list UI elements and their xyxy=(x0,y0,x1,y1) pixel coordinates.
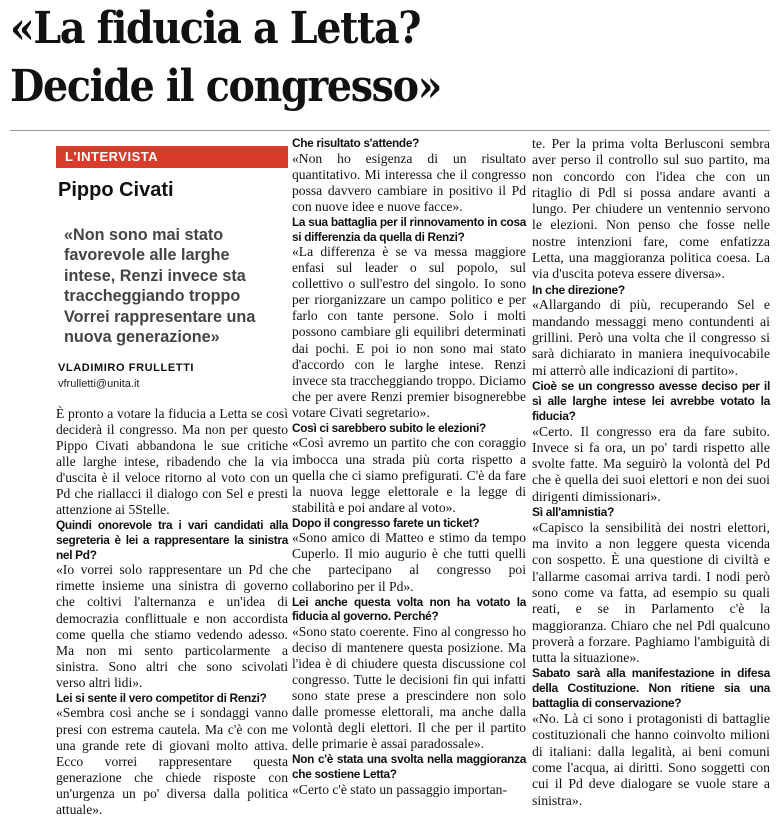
answer: «Così avremo un partito che con coraggio imbocca una strada più corta rispetto a quella che ci siamo prefigurati. C'è da fare la nuova legge elettorale e la legge di stabilità e poi andare al voto». xyxy=(292,435,526,515)
pull-quote: «Non sono mai stato favorevole alle larghe intese, Renzi invece sta traccheggiando troppo Vorrei rappresentare una nuova generazione» xyxy=(64,226,256,347)
interviewee-name: Pippo Civati xyxy=(58,179,174,201)
answer: «Sono stato coerente. Fino al congresso ho deciso di mantenere questa posizione. Ma l'idea è di chiudere questa discussione col congresso. Tutte le decisioni fin qui infatti sono state prese a prescindere non solo dalle promesse elettorali, ma anche dalla volontà degli elettori. Il che per il partito delle primarie è assai paradossale». xyxy=(292,623,526,752)
column-1-body xyxy=(56,406,288,818)
headline-line-2: Decide il congresso» xyxy=(10,61,442,112)
question: La sua battaglia per il rinnovamento in cosa si differenzia da quella di Renzi? xyxy=(292,214,526,244)
column-2 xyxy=(292,136,526,798)
question: Che risultato s'attende? xyxy=(292,136,420,150)
question: Dopo il congresso farete un ticket? xyxy=(292,515,480,530)
answer: «Certo c'è stato un passaggio importan- xyxy=(292,781,507,797)
question: Lei anche questa volta non ha votato la fiducia al governo. Perché? xyxy=(292,594,526,624)
question: In che direzione? xyxy=(532,282,625,297)
intro-paragraph: È pronto a votare la fiducia a Letta se così deciderà il congresso. Ma non per questo Pippo Civati abbandona le sue critiche alle larghe intese, ribadendo che la via d'uscita è il veloce ritorno al voto con un Pd che riallacci il dialogo con Sel e presti attenzione ai 5Stelle. xyxy=(56,406,288,518)
answer: «Certo. Il congresso era da fare subito. Invece si fa ora, un po' tardi rispetto alle svolte fatte. Ma seguirò la volontà del Pd che è quella dei suoi elettori e non dei suoi dirigenti dimissionari». xyxy=(532,423,770,504)
author-email[interactable]: vfrulletti@unita.it xyxy=(58,378,140,390)
headline-divider xyxy=(10,130,770,131)
headline xyxy=(10,0,694,116)
answer: «La differenza è se va messa maggiore enfasi sul leader o sul popolo, sul collettivo o sull'estro del singolo. Io sono per riorganizzare un campo politico e per farlo con tante persone. Solo i molti possono cambiare gli equilibri determinati dai pochi. E poi io non sono mai stato d'accordo con le larghe intese. Renzi invece sta traccheggiando troppo. Diciamo che per avere Renzi premier bisognerebbe votare Civati segretario». xyxy=(292,244,526,420)
question: Lei si sente il vero competitor di Renzi? xyxy=(56,690,267,705)
question: Così ci sarebbero subito le elezioni? xyxy=(292,420,486,435)
question: Quindi onorevole tra i vari candidati alla segreteria è lei a rappresentare la sinistra nel Pd? xyxy=(56,518,288,562)
answer-continued: te. Per la prima volta Berlusconi sembra aver perso il controllo sul suo partito, ma non concordo con l'idea che con un ritaglio di Pdl si possa andare avanti a lungo. Per chiudere un ventennio servono le elezioni. Non penso che fosse nelle nostre intenzioni fare, come enfatizza Letta, una maggioranza politica coesa. La via d'uscita poteva essere diversa». xyxy=(532,136,770,282)
column-3 xyxy=(532,136,770,809)
question: Sì all'amnistia? xyxy=(532,504,615,519)
headline-line-1: «La fiducia a Letta? xyxy=(10,3,421,54)
author-byline: VLADIMIRO FRULLETTI xyxy=(58,362,195,374)
answer: «Sembra così anche se i sondaggi vanno presi con estrema cautela. Ma c'è con me una grande rete di giovani molto attiva. Ecco vorrei rappresentare questa generazione che chiede risposte con un'urgenza un po' diversa dalla politica attuale». xyxy=(56,705,288,817)
question: Sabato sarà alla manifestazione in difesa della Costituzione. Non ritiene sia una battaglia di conservazione? xyxy=(532,666,770,711)
question: Cioè se un congresso avesse deciso per il sì alle larghe intese lei avrebbe votato la fiducia? xyxy=(532,378,770,423)
question: Non c'è stata una svolta nella maggioranza che sostiene Letta? xyxy=(292,752,526,781)
answer: «Capisco la sensibilità dei nostri elettori, ma invito a non leggere questa vicenda con sospetto. È una questione di civiltà e l'allarme casomai arriva tardi. I nodi però sono come va fatta, ad esempio su quali reati, e se in Parlamento c'è la maggioranza. Chiaro che nel Pdl qualcuno proverà a forzare. Paghiamo l'ambiguità di tutta la situazione». xyxy=(532,519,770,666)
answer: «Allargando di più, recuperando Sel e mandando messaggi meno contundenti ai grillini. Però una volta che il congresso si sarà dichiarato in maniera inequivocabile mi atterrò alle indicazioni di partito». xyxy=(532,297,770,378)
answer: «No. Là ci sono i protagonisti di battaglie costituzionali che hanno coinvolto milioni di italiani: dalla legalità, ai beni comuni come l'acqua, ai diritti. Sono soggetti con cui il Pd deve dialogare se vuole stare a sinistra». xyxy=(532,711,770,808)
answer: «Sono amico di Matteo e stimo da tempo Cuperlo. Il mio augurio è che tutti quelli che partecipano al congresso poi collaborino per il Pd». xyxy=(292,530,526,594)
section-label: L'INTERVISTA xyxy=(56,146,288,168)
answer: «Io vorrei solo rappresentare un Pd che rimette insieme una sinistra di governo che coltivi l'alternanza e un'idea di democrazia conflittuale e non accordista come quella che stiamo vedendo adesso. Ma non mi sento particolarmente a sinistra. Sono altri che sono scivolati verso altri lidi». xyxy=(56,562,288,690)
answer: «Non ho esigenza di un risultato quantitativo. Mi interessa che il congresso possa davvero cambiare in positivo il Pd con nuove idee e nuove facce». xyxy=(292,150,526,214)
